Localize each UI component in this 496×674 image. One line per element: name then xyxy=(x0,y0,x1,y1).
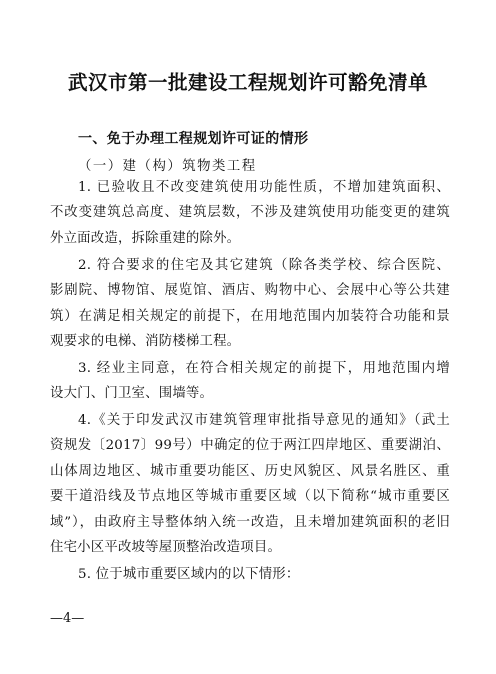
subsection-heading: （一）建（构）筑物类工程 xyxy=(78,159,257,174)
item-1-line-3: 外立面改造，拆除重建的除外。 xyxy=(50,231,241,246)
section-heading: 一、免于办理工程规划许可证的情形 xyxy=(78,131,309,147)
item-1-line-1: 1. 已验收且不改变建筑使用功能性质，不增加建筑面积、 xyxy=(78,180,450,195)
item-3-line-2: 设大门、门卫室、围墙等。 xyxy=(50,386,214,401)
document-title: 武汉市第一批建设工程规划许可豁免清单 xyxy=(67,71,428,94)
item-2-line-4: 观要求的电梯、消防楼梯工程。 xyxy=(50,334,241,349)
item-1-line-2: 不改变建筑总高度、建筑层数，不涉及建筑使用功能变更的建筑 xyxy=(50,205,450,220)
item-4-line-3: 山体周边地区、城市重要功能区、历史风貌区、风景名胜区、重 xyxy=(50,464,450,479)
item-5-line-1: 5. 位于城市重要区域内的以下情形： xyxy=(78,567,300,582)
item-4-line-1: 4.《关于印发武汉市建筑管理审批指导意见的通知》（武土 xyxy=(78,413,450,428)
item-2-line-3: 筑）在满足相关规定的前提下，在用地范围内加装符合功能和景 xyxy=(50,309,450,324)
item-4-line-4: 要干道沿线及节点地区等城市重要区域（以下简称“城市重要区 xyxy=(50,489,450,504)
item-4-line-2: 资规发〔2017〕99号）中确定的位于两江四岸地区、重要湖泊、 xyxy=(50,438,450,453)
item-3-line-1: 3. 经业主同意，在符合相关规定的前提下，用地范围内增 xyxy=(78,361,450,376)
item-2-line-2: 影剧院、博物馆、展览馆、酒店、购物中心、会展中心等公共建 xyxy=(50,283,450,298)
item-4-line-6: 住宅小区平改坡等屋顶整治改造项目。 xyxy=(50,540,282,555)
item-4-line-5: 域”），由政府主导整体纳入统一改造，且未增加建筑面积的老旧 xyxy=(50,515,450,530)
item-2-line-1: 2. 符合要求的住宅及其它建筑（除各类学校、综合医院、 xyxy=(78,258,450,273)
page-number: —4— xyxy=(50,611,85,626)
